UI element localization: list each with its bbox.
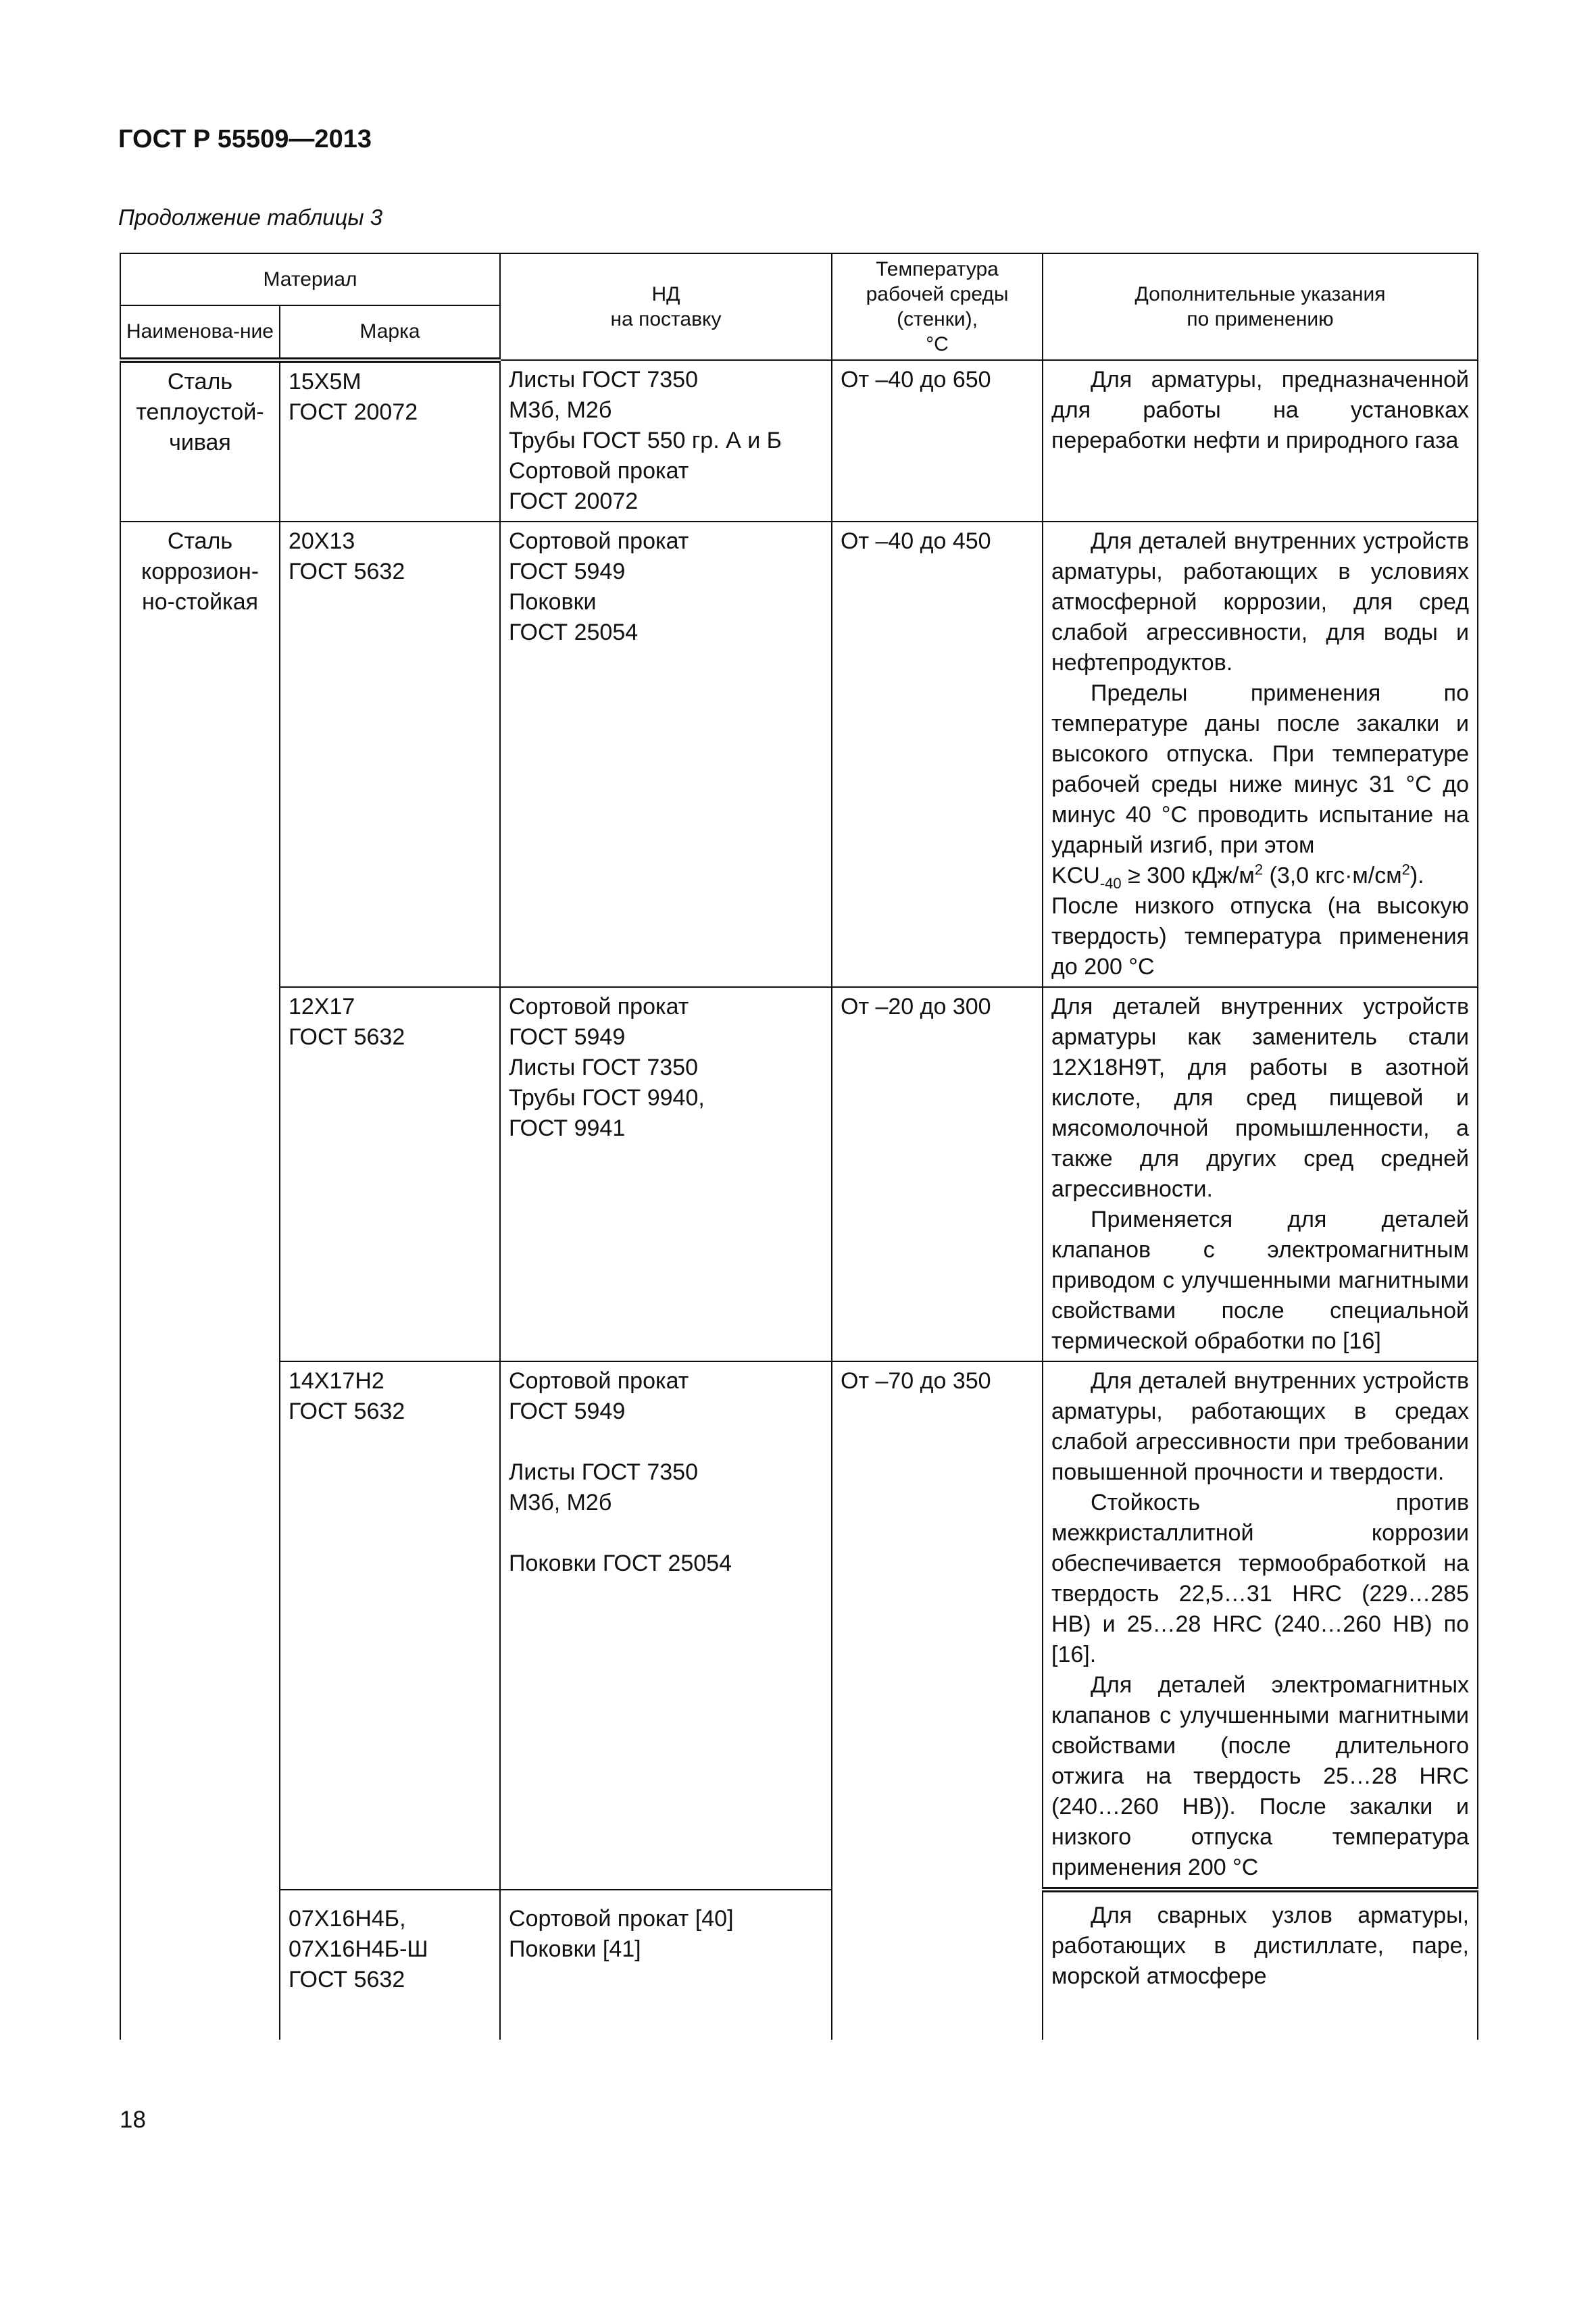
usage-notes: Для деталей внутренних устройств арматуры, работающих в средах слабой агрессивности при требовании повышенной прочности и твердости. Стойкость против межкристаллитной коррозии обеспечивается термообработкой на твердость 22,5…31 HRC (229…285 НВ) и 25…28 HRC (240…260 НВ) по [16]. Для деталей электромагнитных клапанов с улучшенными магнитными свойствами (после длительного отжига на твердость 25…28 HRC (240…260 НВ)). После закалки и низкого отпуска температура применения 200 °С (1043, 1361, 1478, 1890)
temperature-range: От –20 до 300 (832, 987, 1043, 1361)
table-row (120, 522, 1478, 987)
temperature-range: От –70 до 350 (832, 1361, 1043, 2040)
material-grade: 15Х5М ГОСТ 20072 (280, 360, 500, 522)
supply-standard: Сортовой прокат [40] Поковки [41] (500, 1890, 832, 2040)
usage-notes: Для деталей внутренних устройств арматуры как заменитель стали 12Х18Н9Т, для работы в азотной кислоте, для сред пищевой и мясомолочной промышленности, а также для других сред средней агрессивности. Применяется для деталей клапанов с электромагнитным приводом с улучшенными магнитными свойствами после специальной термической обработки по [16] (1043, 987, 1478, 1361)
supply-standard: Сортовой прокат ГОСТ 5949 Поковки ГОСТ 25054 (500, 522, 832, 987)
table-row (120, 360, 1478, 522)
temperature-range: От –40 до 450 (832, 522, 1043, 987)
supply-standard: Сортовой прокат ГОСТ 5949 Листы ГОСТ 7350 М3б, М2б Поковки ГОСТ 25054 (500, 1361, 832, 1890)
header-grade: Марка (280, 305, 500, 360)
header-name: Наименова-ние (120, 305, 280, 360)
header-material: Материал (120, 253, 500, 305)
table-row (120, 1890, 1478, 2040)
material-grade: 12Х17 ГОСТ 5632 (280, 987, 500, 1361)
header-notes: Дополнительные указания по применению (1043, 253, 1478, 360)
supply-standard: Листы ГОСТ 7350 М3б, М2б Трубы ГОСТ 550 гр. А и Б Сортовой прокат ГОСТ 20072 (500, 360, 832, 522)
header-temperature: Температура рабочей среды (стенки), °С (832, 253, 1043, 360)
page-number: 18 (120, 2107, 146, 2133)
material-grade: 07Х16Н4Б, 07Х16Н4Б-Ш ГОСТ 5632 (280, 1890, 500, 2040)
impact-toughness-value: $KCU_{-40} \ge 300$ кДж/$м^2$ (3,0 $кгс\cdot м/см^2$). (1051, 861, 1424, 892)
document-code: ГОСТ Р 55509—2013 (118, 125, 372, 153)
material-grade: 14Х17Н2 ГОСТ 5632 (280, 1361, 500, 1890)
material-name: Сталь коррозион- но-стойкая (120, 522, 280, 2040)
header-nd: НД на поставку (500, 253, 832, 360)
supply-standard: Сортовой прокат ГОСТ 5949 Листы ГОСТ 7350 Трубы ГОСТ 9940, ГОСТ 9941 (500, 987, 832, 1361)
material-grade: 20Х13 ГОСТ 5632 (280, 522, 500, 987)
usage-notes: Для деталей внутренних устройств арматуры, работающих в условиях атмосферной коррозии, для сред слабой агрессивности, для воды и нефтепродуктов. Пределы применения по температуре даны после закалки и высокого отпуска. При температуре рабочей среды ниже минус 31 °С до минус 40 °С проводить испытание на ударный изгиб, при этом $KCU_{-40} \ge 300$ кДж/$м^2$ (3,0 $кгс\cdot м/см^2$). После низкого отпуска (на высокую твердость) температура применения до 200 °С (1043, 522, 1478, 987)
table-row (120, 987, 1478, 1361)
temperature-range: От –40 до 650 (832, 360, 1043, 522)
table-caption: Продолжение таблицы 3 (118, 205, 383, 230)
materials-table (120, 253, 1478, 2040)
usage-notes: Для сварных узлов арматуры, работающих в дистиллате, паре, морской атмосфере (1043, 1890, 1478, 2040)
table-row (120, 1361, 1478, 1890)
usage-notes: Для арматуры, предназначенной для работы на установках переработки нефти и природного газа (1043, 360, 1478, 522)
material-name: Сталь теплоустой- чивая (120, 360, 280, 522)
